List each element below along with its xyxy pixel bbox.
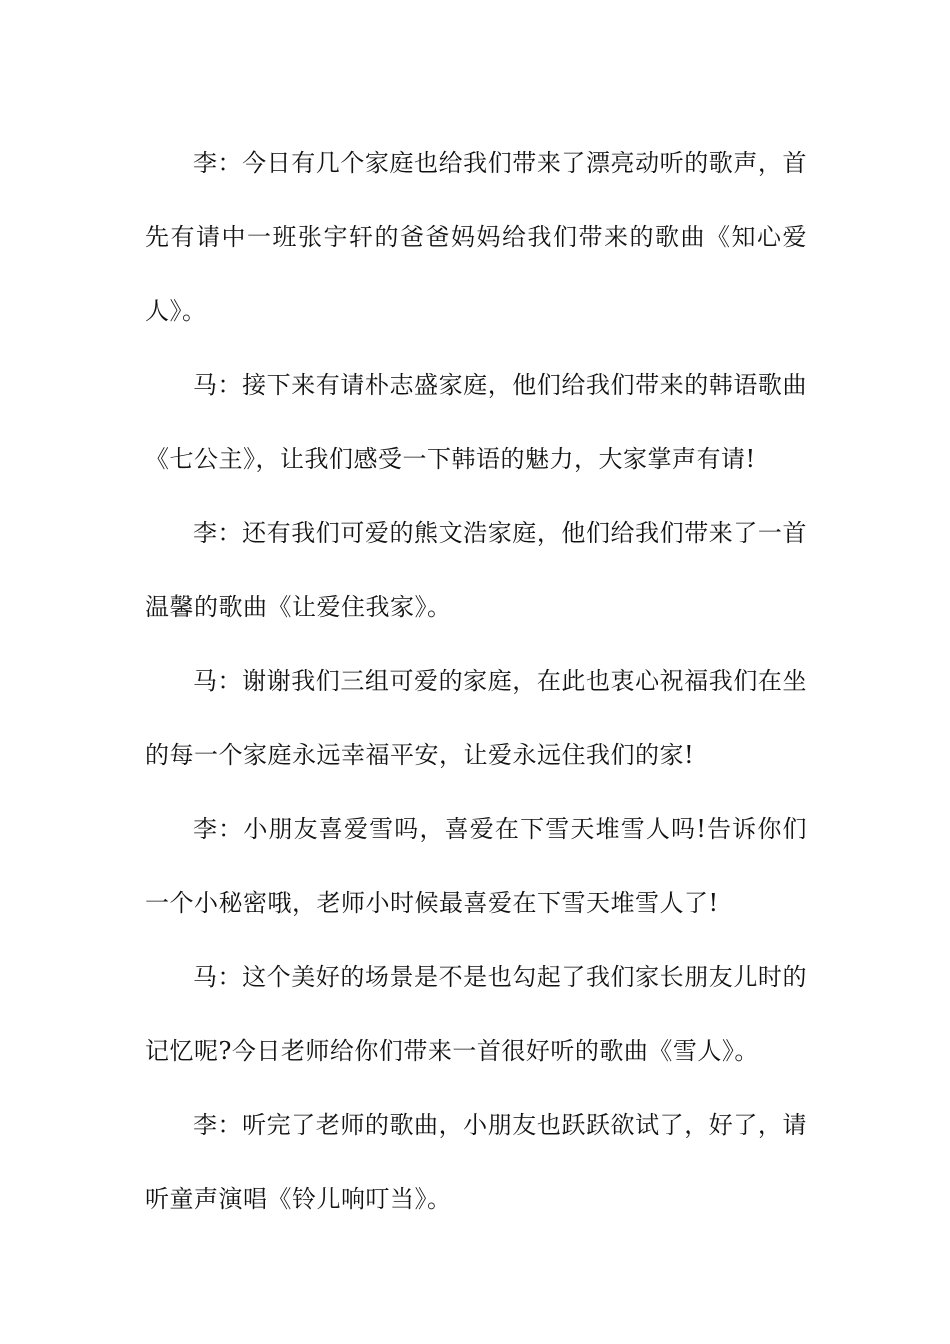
paragraph-li-2: 李：还有我们可爱的熊文浩家庭，他们给我们带来了一首温馨的歌曲《让爱住我家》。 — [145, 519, 807, 621]
paragraph-ma-1: 马：接下来有请朴志盛家庭，他们给我们带来的韩语歌曲《七公主》，让我们感受一下韩语的魅力，大家掌声有请! — [145, 371, 807, 473]
paragraph-li-1: 李：今日有几个家庭也给我们带来了漂亮动听的歌声，首先有请中一班张宇轩的爸爸妈妈给我们带来的歌曲《知心爱人》。 — [145, 149, 807, 325]
paragraph-li-3: 李：小朋友喜爱雪吗，喜爱在下雪天堆雪人吗!告诉你们一个小秘密哦，老师小时候最喜爱在下雪天堆雪人了! — [145, 815, 807, 917]
paragraph-ma-3: 马：这个美好的场景是不是也勾起了我们家长朋友儿时的记忆呢?今日老师给你们带来一首很好听的歌曲《雪人》。 — [145, 963, 807, 1065]
paragraph-li-4: 李：听完了老师的歌曲，小朋友也跃跃欲试了，好了，请听童声演唱《铃儿响叮当》。 — [145, 1111, 807, 1213]
paragraph-ma-2: 马：谢谢我们三组可爱的家庭，在此也衷心祝福我们在坐的每一个家庭永远幸福平安，让爱永远住我们的家! — [145, 667, 807, 769]
document-body — [145, 126, 807, 1236]
